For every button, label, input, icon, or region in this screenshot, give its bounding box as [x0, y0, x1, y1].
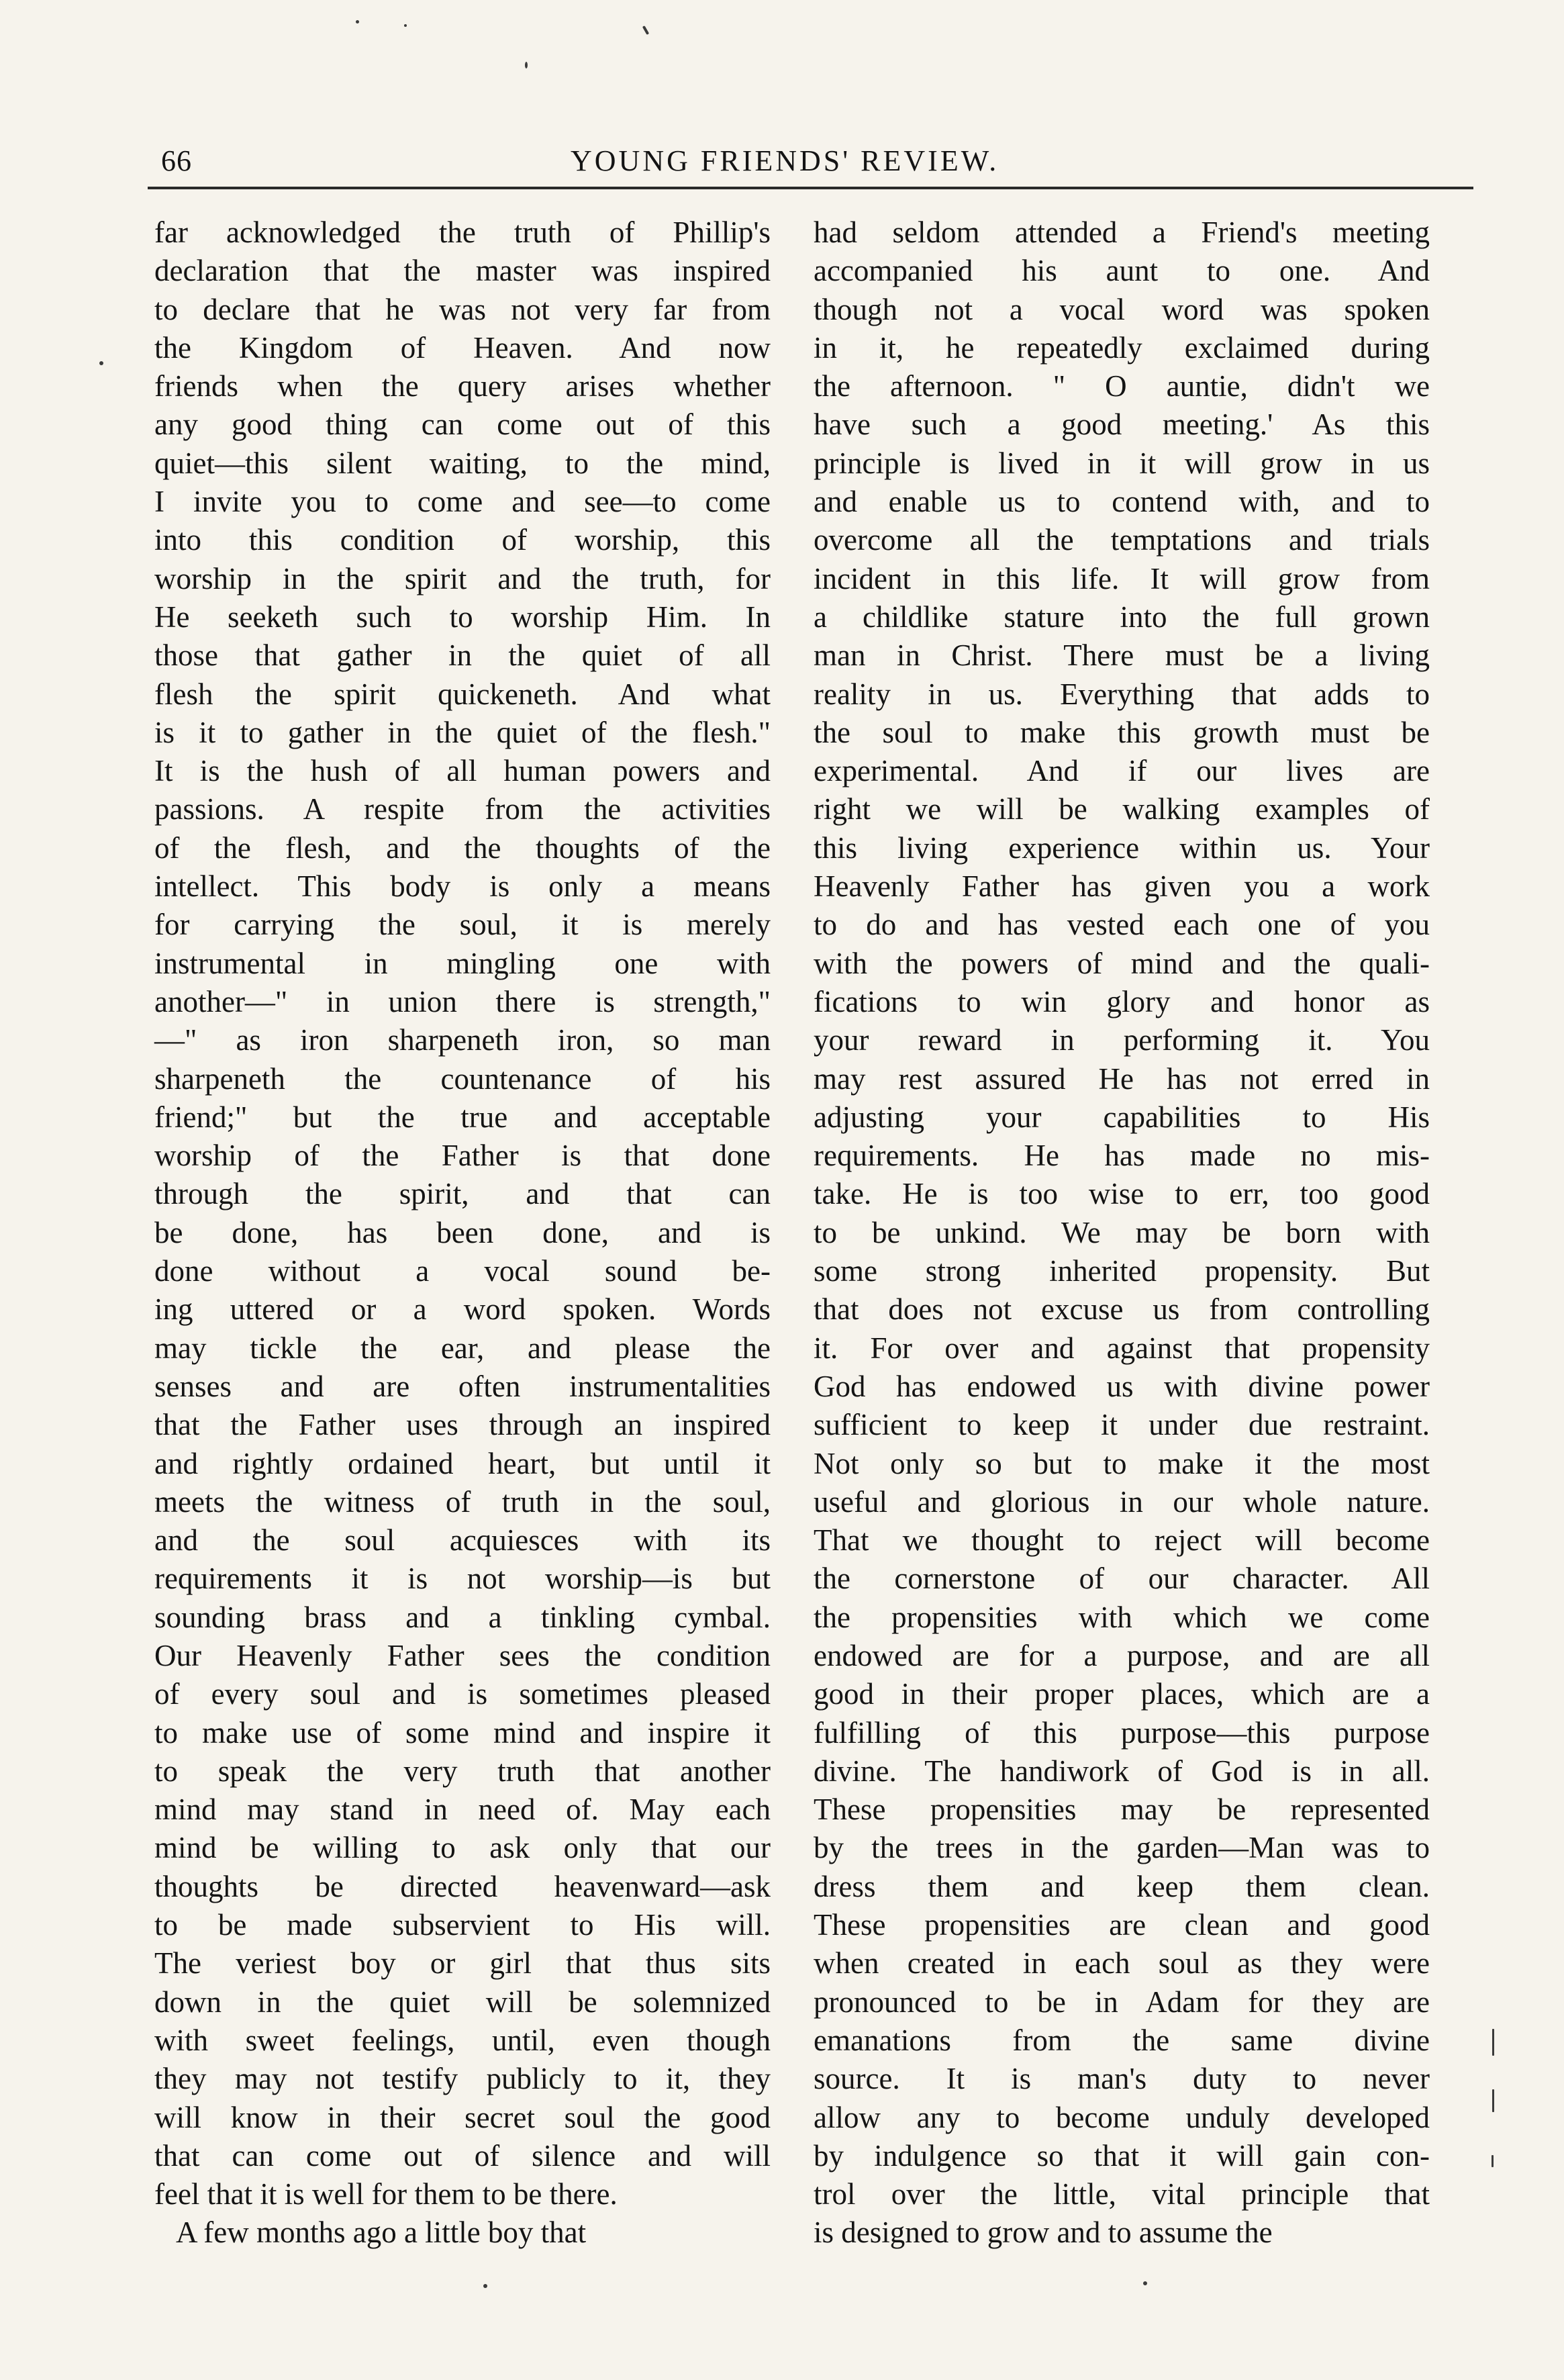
text-line: mind may stand in need of. May each	[154, 1793, 771, 1827]
text-line: accompanied his aunt to one. And	[814, 254, 1430, 288]
text-line: right we will be walking examples of	[814, 792, 1430, 826]
text-line: That we thought to reject will become	[814, 1523, 1430, 1558]
scan-speck	[1492, 2089, 1494, 2112]
text-line: that can come out of silence and will	[154, 2138, 771, 2173]
text-line: intellect. This body is only a means	[154, 869, 771, 904]
scan-speck	[404, 24, 407, 27]
text-line: to make use of some mind and inspire it	[154, 1715, 771, 1750]
text-line: allow any to become unduly developed	[814, 2100, 1430, 2134]
text-line: Heavenly Father has given you a work	[814, 869, 1430, 904]
text-line: ing uttered or a word spoken. Words	[154, 1292, 771, 1327]
text-line: A few months ago a little boy that	[176, 2216, 587, 2250]
scan-speck	[1492, 2155, 1494, 2167]
text-line: to do and has vested each one of you	[814, 908, 1430, 942]
text-line: take. He is too wise to err, too good	[814, 1177, 1430, 1211]
text-line: of every soul and is sometimes pleased	[154, 1677, 771, 1711]
page-header	[161, 134, 1470, 195]
journal-title: YOUNG FRIENDS' REVIEW.	[571, 144, 999, 177]
scan-speck	[99, 361, 103, 365]
text-line: far acknowledged the truth of Phillip's	[154, 216, 771, 249]
text-line: the afternoon. " O auntie, didn't we	[814, 369, 1430, 403]
text-line: and the soul acquiesces with its	[154, 1523, 771, 1558]
scan-speck	[1143, 2281, 1147, 2285]
text-line: useful and glorious in our whole nature.	[814, 1484, 1430, 1519]
text-line: of the flesh, and the thoughts of the	[154, 830, 771, 865]
text-line: instrumental in mingling one with	[154, 946, 771, 980]
scan-speck	[642, 26, 649, 35]
text-line: the propensities with which we come	[814, 1600, 1430, 1634]
text-line: trol over the little, vital principle that	[814, 2177, 1430, 2211]
text-line: senses and are often instrumentalities	[154, 1369, 771, 1403]
text-line: These propensities are clean and good	[814, 1908, 1430, 1942]
text-line: requirements it is not worship—is but	[154, 1562, 771, 1596]
text-line: thoughts be directed heavenward—ask	[154, 1869, 771, 1903]
text-line: by indulgence so that it will gain con-	[814, 2138, 1430, 2173]
text-line: will know in their secret soul the good	[154, 2100, 771, 2134]
text-line: and rightly ordained heart, but until it	[154, 1446, 771, 1480]
text-line: principle is lived in it will grow in us	[814, 446, 1430, 480]
page-number: 66	[161, 144, 192, 177]
text-line: this living experience within us. Your	[814, 830, 1430, 865]
text-line: mind be willing to ask only that our	[154, 1831, 771, 1865]
text-line: the soul to make this growth must be	[814, 715, 1430, 749]
text-line: endowed are for a purpose, and are all	[814, 1638, 1430, 1672]
text-line: The veriest boy or girl that thus sits	[154, 1946, 771, 1981]
text-line: is designed to grow and to assume the	[814, 2216, 1273, 2250]
text-line: when created in each soul as they were	[814, 1946, 1430, 1981]
text-line: with sweet feelings, until, even though	[154, 2023, 771, 2057]
text-line: He seeketh such to worship Him. In	[154, 600, 771, 634]
text-line: Our Heavenly Father sees the condition	[154, 1638, 771, 1672]
text-line: meets the witness of truth in the soul,	[154, 1484, 771, 1519]
text-line: down in the quiet will be solemnized	[154, 1985, 771, 2019]
text-line: God has endowed us with divine power	[814, 1369, 1430, 1403]
text-line: they may not testify publicly to it, they	[154, 2062, 771, 2096]
text-line: worship in the spirit and the truth, for	[154, 561, 771, 596]
text-line: those that gather in the quiet of all	[154, 638, 771, 673]
text-line: experimental. And if our lives are	[814, 754, 1430, 788]
text-line: pronounced to be in Adam for they are	[814, 1985, 1430, 2019]
text-line: a childlike stature into the full grown	[814, 600, 1430, 634]
text-line: quiet—this silent waiting, to the mind,	[154, 446, 771, 480]
text-line: some strong inherited propensity. But	[814, 1254, 1430, 1288]
text-line: that the Father uses through an inspired	[154, 1408, 771, 1442]
text-line: reality in us. Everything that adds to	[814, 677, 1430, 711]
text-line: It is the hush of all human powers and	[154, 754, 771, 788]
text-line: adjusting your capabilities to His	[814, 1100, 1430, 1134]
left-column	[154, 213, 771, 2252]
text-line: feel that it is well for them to be there.	[154, 2177, 618, 2211]
text-line: sharpeneth the countenance of his	[154, 1061, 771, 1096]
text-line: declaration that the master was inspired	[154, 254, 771, 288]
text-line: to be made subservient to His will.	[154, 1908, 771, 1942]
text-line: These propensities may be represented	[814, 1793, 1430, 1827]
text-line: overcome all the temptations and trials	[814, 523, 1430, 557]
text-line: in it, he repeatedly exclaimed during	[814, 330, 1430, 365]
text-line: flesh the spirit quickeneth. And what	[154, 677, 771, 711]
text-line: to speak the very truth that another	[154, 1754, 771, 1788]
text-line: fications to win glory and honor as	[814, 984, 1430, 1018]
text-line: that does not excuse us from controlling	[814, 1292, 1430, 1327]
text-line: to declare that he was not very far from	[154, 292, 771, 326]
scan-speck	[525, 62, 528, 68]
text-line: have such a good meeting.' As this	[814, 408, 1430, 442]
header-rule	[148, 187, 1473, 189]
text-line: and enable us to contend with, and to	[814, 485, 1430, 519]
text-line: with the powers of mind and the quali-	[814, 946, 1430, 980]
text-line: by the trees in the garden—Man was to	[814, 1831, 1430, 1865]
text-line: friends when the query arises whether	[154, 369, 771, 403]
text-line: divine. The handiwork of God is in all.	[814, 1754, 1430, 1788]
text-line: any good thing can come out of this	[154, 408, 771, 442]
text-line: for carrying the soul, it is merely	[154, 908, 771, 942]
right-column	[814, 213, 1430, 2252]
text-line: into this condition of worship, this	[154, 523, 771, 557]
scan-speck	[483, 2284, 487, 2288]
text-line: incident in this life. It will grow from	[814, 561, 1430, 596]
text-line: —" as iron sharpeneth iron, so man	[154, 1023, 771, 1057]
text-line: requirements. He has made no mis-	[814, 1139, 1430, 1173]
text-line: is it to gather in the quiet of the flesh."	[154, 715, 771, 749]
scan-speck	[1492, 2029, 1494, 2056]
text-line: friend;" but the true and acceptable	[154, 1100, 771, 1134]
text-line: worship of the Father is that done	[154, 1139, 771, 1173]
text-line: Not only so but to make it the most	[814, 1446, 1430, 1480]
text-line: it. For over and against that propensity	[814, 1331, 1430, 1365]
text-line: your reward in performing it. You	[814, 1023, 1430, 1057]
text-line: had seldom attended a Friend's meeting	[814, 216, 1430, 249]
text-line: may rest assured He has not erred in	[814, 1061, 1430, 1096]
scan-speck	[356, 20, 359, 23]
text-line: I invite you to come and see—to come	[154, 485, 771, 519]
text-line: the Kingdom of Heaven. And now	[154, 330, 771, 365]
text-line: fulfilling of this purpose—this purpose	[814, 1715, 1430, 1750]
text-line: another—" in union there is strength,"	[154, 984, 771, 1018]
text-line: man in Christ. There must be a living	[814, 638, 1430, 673]
text-line: to be unkind. We may be born with	[814, 1215, 1430, 1249]
text-line: through the spirit, and that can	[154, 1177, 771, 1211]
text-line: be done, has been done, and is	[154, 1215, 771, 1249]
text-line: sounding brass and a tinkling cymbal.	[154, 1600, 771, 1634]
text-line: the cornerstone of our character. All	[814, 1562, 1430, 1596]
text-line: done without a vocal sound be-	[154, 1254, 771, 1288]
text-line: may tickle the ear, and please the	[154, 1331, 771, 1365]
text-line: sufficient to keep it under due restraint.	[814, 1408, 1430, 1442]
text-line: source. It is man's duty to never	[814, 2062, 1430, 2096]
text-line: though not a vocal word was spoken	[814, 292, 1430, 326]
text-line: emanations from the same divine	[814, 2023, 1430, 2057]
text-line: passions. A respite from the activities	[154, 792, 771, 826]
text-line: good in their proper places, which are a	[814, 1677, 1430, 1711]
text-line: dress them and keep them clean.	[814, 1869, 1430, 1903]
